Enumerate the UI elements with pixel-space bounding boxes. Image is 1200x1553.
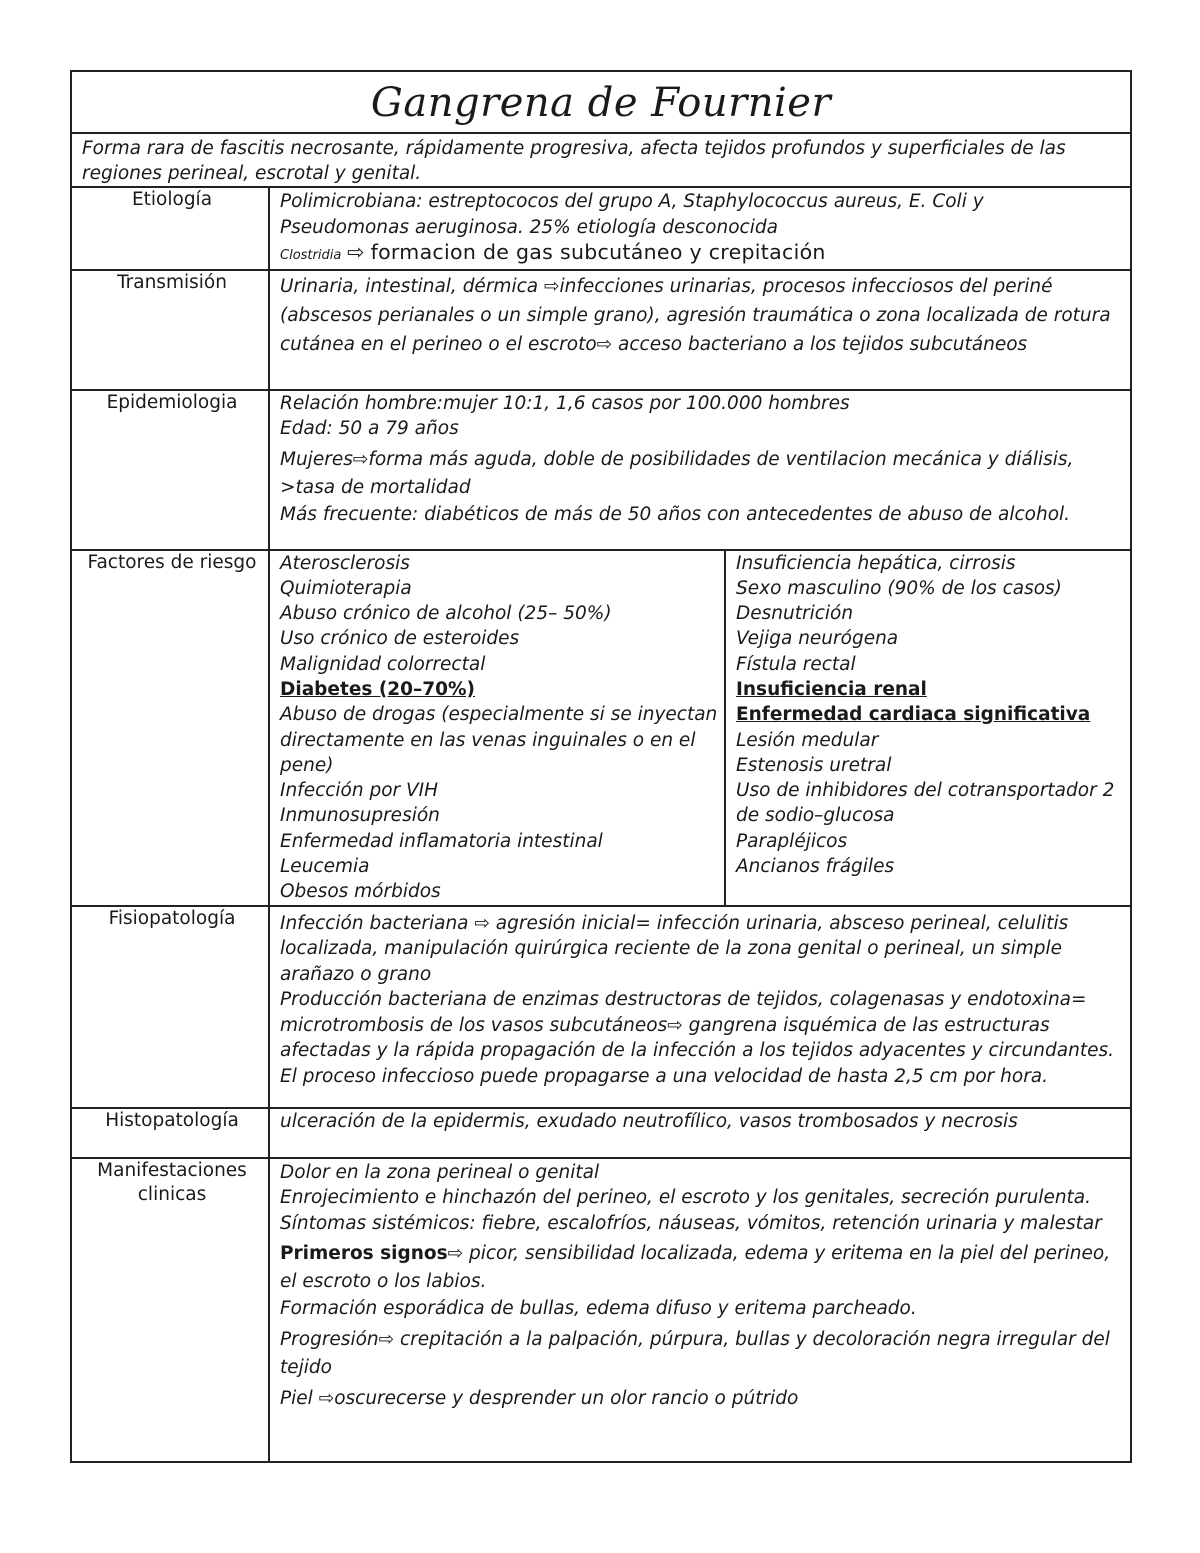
- title-cell: [71, 71, 1131, 133]
- epidemiologia-line-3: Mujeres⇨forma más aguda, doble de posibilidades de ventilacion mecánica y diálisis, >tasa de mortalidad: [280, 448, 1074, 498]
- risk-factor: Ancianos frágiles: [736, 856, 895, 878]
- risk-factor: Uso de inhibidores del cotransportador 2 de sodio–glucosa: [736, 780, 1115, 827]
- intro-text: Forma rara de fascitis necrosante, rápidamente progresiva, afecta tejidos profundos y superficiales de las regiones perineal, escrotal y genital.: [82, 138, 1066, 184]
- factores-right-column: [725, 550, 1131, 906]
- histopatologia-label-cell: [71, 1108, 269, 1158]
- etiologia-line-1: Polimicrobiana: estreptococos del grupo A, Staphylococcus aureus, E. Coli y: [280, 191, 984, 212]
- page-title: Gangrena de Fournier: [370, 80, 832, 126]
- risk-factor: Sexo masculino (90% de los casos): [736, 577, 1062, 599]
- transmision-label-cell: [71, 270, 269, 390]
- risk-factor: Obesos mórbidos: [280, 881, 441, 903]
- manifestaciones-line-4: [280, 1240, 1124, 1296]
- manifestaciones-line-6: Progresión⇨ crepitación a la palpación, púrpura, bullas y decoloración negra irregular del tejido: [280, 1328, 1110, 1378]
- fisiopatologia-p2: Producción bacteriana de enzimas destructoras de tejidos, colagenasas y endotoxina= microtrombosis de los vasos subcutáneos⇨ gangrena isquémica de las estructuras afectadas y la rápida propagación de la infección a los tejidos adyacentes y circundantes.: [280, 989, 1114, 1062]
- risk-factor: Estenosis uretral: [736, 754, 892, 776]
- risk-factor: Vejiga neurógena: [736, 628, 899, 650]
- risk-factor: Desnutrición: [736, 603, 854, 625]
- risk-factor: Infección por VIH: [280, 780, 439, 802]
- fisiopatologia-content: [269, 906, 1131, 1108]
- transmision-label: Transmisión: [117, 271, 227, 293]
- epidemiologia-line-2: Edad: 50 a 79 años: [280, 418, 459, 439]
- manifestaciones-line-5: Formación esporádica de bullas, edema difuso y eritema parcheado.: [280, 1298, 917, 1320]
- epidemiologia-line-4: Más frecuente: diabéticos de más de 50 años con antecedentes de abuso de alcohol.: [280, 503, 1071, 525]
- histopatologia-content: [269, 1108, 1131, 1158]
- risk-factor: Aterosclerosis: [280, 552, 410, 574]
- manifestaciones-line-3: Síntomas sistémicos: fiebre, escalofríos, náuseas, vómitos, retención urinaria y malestar: [280, 1212, 1102, 1234]
- factores-label: Factores de riesgo: [87, 551, 257, 573]
- factores-label-cell: [71, 550, 269, 906]
- fisiopatologia-p3: El proceso infeccioso puede propagarse a una velocidad de hasta 2,5 cm por hora.: [280, 1065, 1049, 1087]
- risk-factor: Malignidad colorrectal: [280, 653, 486, 675]
- risk-factor: Parapléjicos: [736, 830, 848, 852]
- intro-cell: [71, 133, 1131, 187]
- manifestaciones-content: [269, 1158, 1131, 1462]
- fisiopatologia-p1: Infección bacteriana ⇨ agresión inicial= infección urinaria, absceso perineal, celulitis localizada, manipulación quirúrgica reciente de la zona genital o perineal, un simple arañazo o grano: [280, 912, 1069, 985]
- manifestaciones-line-7: Piel ⇨oscurecerse y desprender un olor rancio o pútrido: [280, 1387, 799, 1409]
- risk-factor: Insuficiencia hepática, cirrosis: [736, 552, 1016, 574]
- fournier-summary-table: [70, 70, 1132, 1463]
- manifestaciones-label: Manifestaciones clinicas: [97, 1159, 247, 1205]
- etiologia-label: Etiología: [131, 189, 213, 210]
- risk-factor: Abuso de drogas (especialmente si se inyectan directamente en las venas inguinales o en el pene): [280, 704, 718, 776]
- arrow-icon: ⇨: [347, 240, 365, 264]
- risk-factor: Inmunosupresión: [280, 805, 440, 827]
- epidemiologia-content: [269, 390, 1131, 550]
- risk-factor: Quimioterapia: [280, 577, 412, 599]
- clostridia-term: Clostridia: [280, 248, 342, 263]
- risk-factor: Lesión medular: [736, 729, 879, 751]
- histopatologia-text: ulceración de la epidermis, exudado neutrofílico, vasos trombosados y necrosis: [280, 1110, 1018, 1132]
- risk-factor-highlight: Diabetes (20–70%): [280, 678, 475, 700]
- risk-factor: Leucemia: [280, 856, 370, 878]
- fisiopatologia-label: Fisiopatología: [108, 907, 236, 929]
- risk-factor-highlight: Enfermedad cardiaca significativa: [736, 704, 1091, 726]
- etiologia-label-cell: [71, 187, 269, 270]
- manifestaciones-line-1: Dolor en la zona perineal o genital: [280, 1161, 600, 1183]
- manifestaciones-line-2: Enrojecimiento e hinchazón del perineo, el escroto y los genitales, secreción purulenta.: [280, 1187, 1092, 1209]
- risk-factor: Abuso crónico de alcohol (25– 50%): [280, 603, 612, 625]
- primeros-signos-label: Primeros signos: [280, 1243, 448, 1265]
- risk-factor: Fístula rectal: [736, 653, 856, 675]
- transmision-content: [269, 270, 1131, 390]
- factores-left-column: [269, 550, 725, 906]
- etiologia-clostridia-line: [280, 240, 1124, 269]
- histopatologia-label: Histopatología: [105, 1109, 239, 1131]
- etiologia-content: [269, 187, 1131, 270]
- transmision-text: Urinaria, intestinal, dérmica ⇨infecciones urinarias, procesos infecciosos del periné (abscesos perianales o un simple grano), agresión traumática o zona localizada de rotura cutánea en el perineo o el escroto⇨ acceso bacteriano a los tejidos subcutáneos: [280, 275, 1111, 355]
- primeros-signos-text: ⇨ picor, sensibilidad localizada, edema y eritema en la piel del perineo, el escroto o los labios.: [280, 1243, 1111, 1293]
- risk-factor: Enfermedad inflamatoria intestinal: [280, 830, 603, 852]
- risk-factor-highlight: Insuficiencia renal: [736, 678, 927, 700]
- risk-factor: Uso crónico de esteroides: [280, 628, 520, 650]
- epidemiologia-line-1: Relación hombre:mujer 10:1, 1,6 casos por 100.000 hombres: [280, 392, 850, 414]
- clostridia-text: formacion de gas subcutáneo y crepitación: [370, 240, 826, 264]
- fisiopatologia-label-cell: [71, 906, 269, 1108]
- etiologia-line-2: Pseudomonas aeruginosa. 25% etiología desconocida: [280, 216, 778, 238]
- epidemiologia-label-cell: [71, 390, 269, 550]
- epidemiologia-label: Epidemiologia: [106, 391, 238, 413]
- manifestaciones-label-cell: [71, 1158, 269, 1462]
